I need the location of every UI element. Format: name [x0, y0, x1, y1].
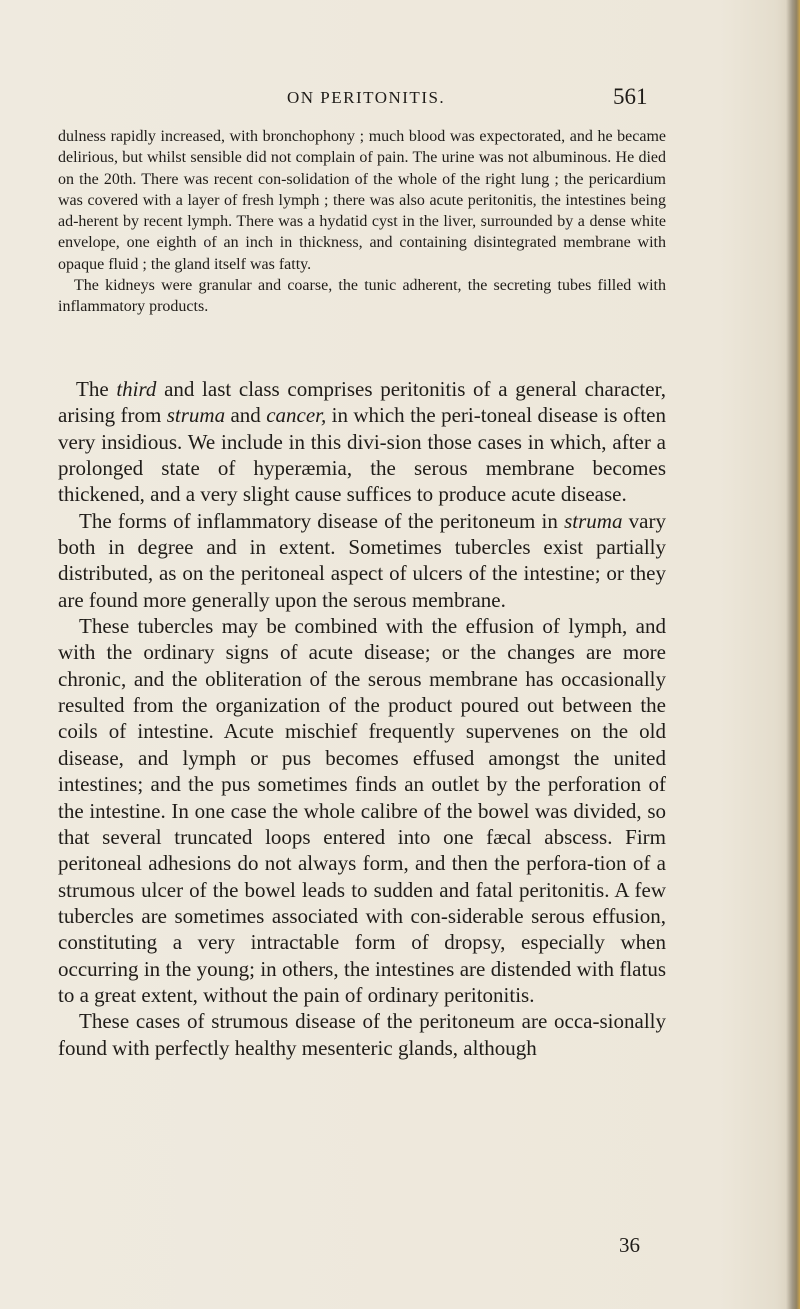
running-head: ON PERITONITIS. [287, 88, 446, 107]
emphasis-third: third [116, 377, 157, 401]
case-report-text [58, 126, 666, 318]
signature-mark: 36 [619, 1233, 640, 1257]
body-text [58, 376, 666, 1061]
page-header [0, 84, 800, 118]
page-spine-edge [786, 0, 800, 1309]
emphasis-struma: struma [166, 403, 226, 428]
page-number: 561 [613, 84, 648, 109]
tubercles-paragraph: These tubercles may be combined with the effusion of lymph, and with the ordinary signs of acute disease; or the changes are more chronic, and the obliteration of the serous membrane has occasionally resulted from the organization of the product poured out between the coils of intestine. Acute mischief frequently supervenes on the old disease, and lymph or pus becomes effused amongst the united intestines; and the pus sometimes finds an outlet by the perforation of the intestine. In one case the whole calibre of the bowel was divided, so that several truncated loops entered into one fæcal abscess. Firm peritoneal adhesions do not always form, and then the perfora-tion of a strumous ulcer of the bowel leads to sudden and fatal peritonitis. A few tubercles are sometimes associated with con-siderable serous effusion, constituting a very intractable form of dropsy, especially when occurring in the young; in others, the intestines are distended with flatus to a great extent, without the pain of ordinary peritonitis. [58, 614, 666, 1007]
strumous-cases-paragraph: These cases of strumous disease of the peritoneum are occa-sionally found with perfectly healthy mesenteric glands, although [58, 1009, 666, 1060]
emphasis-struma: struma [564, 508, 623, 533]
forms-of-disease-paragraph: The forms of inflammatory disease of the peritoneum in struma vary both in degree and in extent. Sometimes tubercles exist partially distributed, as on the peritoneal aspect of ulcers of the intestine; or they are found more generally upon the serous membrane. [58, 508, 666, 612]
emphasis-cancer: cancer, [266, 403, 327, 428]
third-class-paragraph: The third and last class comprises peritonitis of a general character, arising from struma and cancer, in which the peri-toneal disease is often very insidious. We include in this divi-sion those cases in which, after a prolonged state of hyperæmia, the serous membrane becomes thickened, and a very slight cause suffices to produce acute disease. [58, 377, 666, 507]
kidney-findings-paragraph: The kidneys were granular and coarse, the tunic adherent, the secreting tubes filled with inflammatory products. [58, 277, 666, 316]
case-report-paragraph: dulness rapidly increased, with bronchophony ; much blood was expectorated, and he became delirious, but whilst sensible did not complain of pain. The urine was not albuminous. He died on the 20th. There was recent con-solidation of the whole of the right lung ; the pericardium was covered with a layer of fresh lymph ; there was also acute peritonitis, the intestines being ad-herent by recent lymph. There was a hydatid cyst in the liver, surrounded by a dense white envelope, one eighth of an inch in thickness, and containing disintegrated membrane with opaque fluid ; the gland itself was fatty. [58, 128, 666, 273]
